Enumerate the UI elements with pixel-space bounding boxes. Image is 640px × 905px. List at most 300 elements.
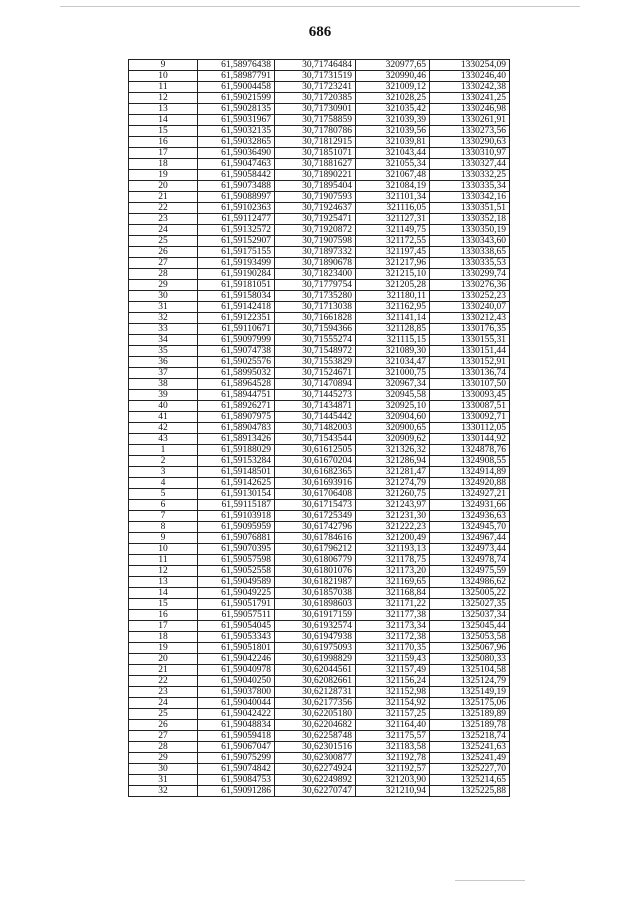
table-row — [129, 489, 510, 500]
table-row — [129, 511, 510, 522]
y-coordinate-cell: 1330273,56 — [430, 126, 510, 137]
table-row — [129, 302, 510, 313]
longitude-cell: 30,61742796 — [275, 522, 356, 533]
point-number-cell: 5 — [129, 489, 198, 500]
latitude-cell: 61,59040250 — [198, 676, 275, 687]
y-coordinate-cell: 1324936,63 — [430, 511, 510, 522]
table-row — [129, 731, 510, 742]
latitude-cell: 61,59091286 — [198, 786, 275, 797]
point-number-cell: 34 — [129, 335, 198, 346]
longitude-cell: 30,71445442 — [275, 412, 356, 423]
table-row — [129, 258, 510, 269]
table-row — [129, 456, 510, 467]
latitude-cell: 61,59153284 — [198, 456, 275, 467]
point-number-cell: 17 — [129, 148, 198, 159]
table-row — [129, 126, 510, 137]
latitude-cell: 61,59042422 — [198, 709, 275, 720]
y-coordinate-cell: 1324920,88 — [430, 478, 510, 489]
y-coordinate-cell: 1325175,06 — [430, 698, 510, 709]
latitude-cell: 61,58904783 — [198, 423, 275, 434]
latitude-cell: 61,59028135 — [198, 104, 275, 115]
longitude-cell: 30,61670204 — [275, 456, 356, 467]
longitude-cell: 30,71812915 — [275, 137, 356, 148]
point-number-cell: 25 — [129, 709, 198, 720]
x-coordinate-cell: 321141,14 — [356, 313, 430, 324]
longitude-cell: 30,61796212 — [275, 544, 356, 555]
point-number-cell: 14 — [129, 588, 198, 599]
x-coordinate-cell: 320945,58 — [356, 390, 430, 401]
latitude-cell: 61,59004458 — [198, 82, 275, 93]
longitude-cell: 30,71723241 — [275, 82, 356, 93]
table-row — [129, 181, 510, 192]
table-row — [129, 423, 510, 434]
longitude-cell: 30,71555274 — [275, 335, 356, 346]
y-coordinate-cell: 1325037,34 — [430, 610, 510, 621]
x-coordinate-cell: 321173,34 — [356, 621, 430, 632]
x-coordinate-cell: 321217,96 — [356, 258, 430, 269]
y-coordinate-cell: 1325067,96 — [430, 643, 510, 654]
latitude-cell: 61,59037800 — [198, 687, 275, 698]
table-row — [129, 148, 510, 159]
point-number-cell: 26 — [129, 720, 198, 731]
table-row — [129, 236, 510, 247]
x-coordinate-cell: 320977,65 — [356, 60, 430, 71]
latitude-cell: 61,59188029 — [198, 445, 275, 456]
table-row — [129, 676, 510, 687]
table-row — [129, 60, 510, 71]
table-row — [129, 379, 510, 390]
latitude-cell: 61,59074738 — [198, 346, 275, 357]
y-coordinate-cell: 1330144,92 — [430, 434, 510, 445]
latitude-cell: 61,59097999 — [198, 335, 275, 346]
x-coordinate-cell: 321000,75 — [356, 368, 430, 379]
point-number-cell: 33 — [129, 324, 198, 335]
point-number-cell: 27 — [129, 731, 198, 742]
x-coordinate-cell: 321157,25 — [356, 709, 430, 720]
x-coordinate-cell: 321157,49 — [356, 665, 430, 676]
point-number-cell: 19 — [129, 643, 198, 654]
y-coordinate-cell: 1324945,70 — [430, 522, 510, 533]
longitude-cell: 30,61857038 — [275, 588, 356, 599]
y-coordinate-cell: 1324908,55 — [430, 456, 510, 467]
table-row — [129, 93, 510, 104]
longitude-cell: 30,71895404 — [275, 181, 356, 192]
longitude-cell: 30,61821987 — [275, 577, 356, 588]
y-coordinate-cell: 1330241,25 — [430, 93, 510, 104]
x-coordinate-cell: 321215,10 — [356, 269, 430, 280]
coordinates-table — [128, 59, 510, 797]
y-coordinate-cell: 1330299,74 — [430, 269, 510, 280]
latitude-cell: 61,58987791 — [198, 71, 275, 82]
y-coordinate-cell: 1325189,78 — [430, 720, 510, 731]
longitude-cell: 30,62204682 — [275, 720, 356, 731]
y-coordinate-cell: 1330254,09 — [430, 60, 510, 71]
point-number-cell: 20 — [129, 181, 198, 192]
latitude-cell: 61,59040044 — [198, 698, 275, 709]
table-row — [129, 654, 510, 665]
longitude-cell: 30,71594366 — [275, 324, 356, 335]
table-row — [129, 643, 510, 654]
x-coordinate-cell: 321222,23 — [356, 522, 430, 533]
y-coordinate-cell: 1324986,62 — [430, 577, 510, 588]
longitude-cell: 30,62249892 — [275, 775, 356, 786]
point-number-cell: 23 — [129, 687, 198, 698]
longitude-cell: 30,61682365 — [275, 467, 356, 478]
table-row — [129, 368, 510, 379]
x-coordinate-cell: 321168,84 — [356, 588, 430, 599]
latitude-cell: 61,59032135 — [198, 126, 275, 137]
latitude-cell: 61,59084753 — [198, 775, 275, 786]
x-coordinate-cell: 321115,15 — [356, 335, 430, 346]
point-number-cell: 14 — [129, 115, 198, 126]
latitude-cell: 61,59054045 — [198, 621, 275, 632]
table-row — [129, 588, 510, 599]
y-coordinate-cell: 1330342,16 — [430, 192, 510, 203]
table-row — [129, 610, 510, 621]
longitude-cell: 30,71779754 — [275, 280, 356, 291]
latitude-cell: 61,58995032 — [198, 368, 275, 379]
y-coordinate-cell: 1330252,23 — [430, 291, 510, 302]
longitude-cell: 30,61693916 — [275, 478, 356, 489]
y-coordinate-cell: 1324931,66 — [430, 500, 510, 511]
table-row — [129, 115, 510, 126]
point-number-cell: 31 — [129, 775, 198, 786]
longitude-cell: 30,62044561 — [275, 665, 356, 676]
longitude-cell: 30,62205180 — [275, 709, 356, 720]
y-coordinate-cell: 1325241,63 — [430, 742, 510, 753]
latitude-cell: 61,59158034 — [198, 291, 275, 302]
longitude-cell: 30,62082661 — [275, 676, 356, 687]
y-coordinate-cell: 1330176,35 — [430, 324, 510, 335]
longitude-cell: 30,71925471 — [275, 214, 356, 225]
x-coordinate-cell: 321192,78 — [356, 753, 430, 764]
point-number-cell: 42 — [129, 423, 198, 434]
y-coordinate-cell: 1325189,89 — [430, 709, 510, 720]
point-number-cell: 7 — [129, 511, 198, 522]
table-row — [129, 467, 510, 478]
y-coordinate-cell: 1324878,76 — [430, 445, 510, 456]
x-coordinate-cell: 321172,55 — [356, 236, 430, 247]
point-number-cell: 24 — [129, 225, 198, 236]
x-coordinate-cell: 321274,79 — [356, 478, 430, 489]
table-row — [129, 478, 510, 489]
x-coordinate-cell: 321089,30 — [356, 346, 430, 357]
point-number-cell: 8 — [129, 522, 198, 533]
y-coordinate-cell: 1330335,34 — [430, 181, 510, 192]
y-coordinate-cell: 1325005,22 — [430, 588, 510, 599]
latitude-cell: 61,59088997 — [198, 192, 275, 203]
latitude-cell: 61,59059418 — [198, 731, 275, 742]
point-number-cell: 22 — [129, 676, 198, 687]
scan-artifact-bottom — [455, 880, 525, 881]
table-row — [129, 445, 510, 456]
point-number-cell: 24 — [129, 698, 198, 709]
table-row — [129, 82, 510, 93]
longitude-cell: 30,61998829 — [275, 654, 356, 665]
x-coordinate-cell: 321183,58 — [356, 742, 430, 753]
y-coordinate-cell: 1330335,53 — [430, 258, 510, 269]
table-row — [129, 291, 510, 302]
x-coordinate-cell: 321152,98 — [356, 687, 430, 698]
point-number-cell: 3 — [129, 467, 198, 478]
y-coordinate-cell: 1325104,58 — [430, 665, 510, 676]
longitude-cell: 30,71823400 — [275, 269, 356, 280]
longitude-cell: 30,71890221 — [275, 170, 356, 181]
table-row — [129, 720, 510, 731]
y-coordinate-cell: 1330092,71 — [430, 412, 510, 423]
longitude-cell: 30,71890678 — [275, 258, 356, 269]
latitude-cell: 61,59102363 — [198, 203, 275, 214]
y-coordinate-cell: 1324967,44 — [430, 533, 510, 544]
longitude-cell: 30,71920872 — [275, 225, 356, 236]
y-coordinate-cell: 1330212,43 — [430, 313, 510, 324]
latitude-cell: 61,59115187 — [198, 500, 275, 511]
point-number-cell: 1 — [129, 445, 198, 456]
point-number-cell: 12 — [129, 566, 198, 577]
latitude-cell: 61,58944751 — [198, 390, 275, 401]
x-coordinate-cell: 321260,75 — [356, 489, 430, 500]
table-row — [129, 522, 510, 533]
longitude-cell: 30,61706408 — [275, 489, 356, 500]
y-coordinate-cell: 1330351,51 — [430, 203, 510, 214]
longitude-cell: 30,71731519 — [275, 71, 356, 82]
point-number-cell: 40 — [129, 401, 198, 412]
y-coordinate-cell: 1330152,91 — [430, 357, 510, 368]
y-coordinate-cell: 1324973,44 — [430, 544, 510, 555]
longitude-cell: 30,71661828 — [275, 313, 356, 324]
y-coordinate-cell: 1330087,51 — [430, 401, 510, 412]
longitude-cell: 30,71543544 — [275, 434, 356, 445]
x-coordinate-cell: 321203,90 — [356, 775, 430, 786]
y-coordinate-cell: 1324927,21 — [430, 489, 510, 500]
point-number-cell: 37 — [129, 368, 198, 379]
y-coordinate-cell: 1330290,63 — [430, 137, 510, 148]
longitude-cell: 30,71924637 — [275, 203, 356, 214]
x-coordinate-cell: 321210,94 — [356, 786, 430, 797]
table-row — [129, 698, 510, 709]
y-coordinate-cell: 1330246,40 — [430, 71, 510, 82]
x-coordinate-cell: 321156,24 — [356, 676, 430, 687]
y-coordinate-cell: 1330093,45 — [430, 390, 510, 401]
x-coordinate-cell: 321164,40 — [356, 720, 430, 731]
x-coordinate-cell: 321035,42 — [356, 104, 430, 115]
point-number-cell: 27 — [129, 258, 198, 269]
y-coordinate-cell: 1325218,74 — [430, 731, 510, 742]
latitude-cell: 61,59049225 — [198, 588, 275, 599]
latitude-cell: 61,59193499 — [198, 258, 275, 269]
longitude-cell: 30,71434871 — [275, 401, 356, 412]
y-coordinate-cell: 1330261,91 — [430, 115, 510, 126]
table-row — [129, 324, 510, 335]
latitude-cell: 61,59025576 — [198, 357, 275, 368]
x-coordinate-cell: 320967,34 — [356, 379, 430, 390]
point-number-cell: 2 — [129, 456, 198, 467]
latitude-cell: 61,59040978 — [198, 665, 275, 676]
longitude-cell: 30,62300877 — [275, 753, 356, 764]
y-coordinate-cell: 1330327,44 — [430, 159, 510, 170]
x-coordinate-cell: 321039,39 — [356, 115, 430, 126]
table-row — [129, 621, 510, 632]
longitude-cell: 30,71524671 — [275, 368, 356, 379]
point-number-cell: 9 — [129, 60, 198, 71]
point-number-cell: 25 — [129, 236, 198, 247]
longitude-cell: 30,61932574 — [275, 621, 356, 632]
longitude-cell: 30,71470894 — [275, 379, 356, 390]
point-number-cell: 36 — [129, 357, 198, 368]
longitude-cell: 30,61784616 — [275, 533, 356, 544]
point-number-cell: 28 — [129, 269, 198, 280]
y-coordinate-cell: 1330107,50 — [430, 379, 510, 390]
x-coordinate-cell: 321127,31 — [356, 214, 430, 225]
latitude-cell: 61,58976438 — [198, 60, 275, 71]
table-row — [129, 753, 510, 764]
x-coordinate-cell: 321170,35 — [356, 643, 430, 654]
x-coordinate-cell: 321055,34 — [356, 159, 430, 170]
latitude-cell: 61,59052558 — [198, 566, 275, 577]
y-coordinate-cell: 1330136,74 — [430, 368, 510, 379]
y-coordinate-cell: 1325053,58 — [430, 632, 510, 643]
x-coordinate-cell: 321326,32 — [356, 445, 430, 456]
y-coordinate-cell: 1324914,89 — [430, 467, 510, 478]
longitude-cell: 30,61806779 — [275, 555, 356, 566]
point-number-cell: 4 — [129, 478, 198, 489]
table-row — [129, 500, 510, 511]
table-row — [129, 533, 510, 544]
latitude-cell: 61,59142418 — [198, 302, 275, 313]
y-coordinate-cell: 1330240,07 — [430, 302, 510, 313]
longitude-cell: 30,71851071 — [275, 148, 356, 159]
latitude-cell: 61,59181051 — [198, 280, 275, 291]
y-coordinate-cell: 1330112,05 — [430, 423, 510, 434]
point-number-cell: 41 — [129, 412, 198, 423]
x-coordinate-cell: 321009,12 — [356, 82, 430, 93]
x-coordinate-cell: 321180,11 — [356, 291, 430, 302]
latitude-cell: 61,59112477 — [198, 214, 275, 225]
y-coordinate-cell: 1325227,70 — [430, 764, 510, 775]
longitude-cell: 30,71445273 — [275, 390, 356, 401]
x-coordinate-cell: 320904,60 — [356, 412, 430, 423]
latitude-cell: 61,59057598 — [198, 555, 275, 566]
longitude-cell: 30,71758859 — [275, 115, 356, 126]
longitude-cell: 30,61612505 — [275, 445, 356, 456]
longitude-cell: 30,62258748 — [275, 731, 356, 742]
scan-artifact-top — [60, 6, 580, 7]
longitude-cell: 30,71881627 — [275, 159, 356, 170]
point-number-cell: 20 — [129, 654, 198, 665]
x-coordinate-cell: 321039,81 — [356, 137, 430, 148]
latitude-cell: 61,58907975 — [198, 412, 275, 423]
table-row — [129, 104, 510, 115]
point-number-cell: 30 — [129, 764, 198, 775]
table-row — [129, 203, 510, 214]
x-coordinate-cell: 321084,19 — [356, 181, 430, 192]
table-row — [129, 401, 510, 412]
table-row — [129, 687, 510, 698]
table-row — [129, 709, 510, 720]
latitude-cell: 61,59074842 — [198, 764, 275, 775]
point-number-cell: 39 — [129, 390, 198, 401]
x-coordinate-cell: 321171,22 — [356, 599, 430, 610]
point-number-cell: 32 — [129, 786, 198, 797]
y-coordinate-cell: 1325225,88 — [430, 786, 510, 797]
point-number-cell: 19 — [129, 170, 198, 181]
latitude-cell: 61,59049589 — [198, 577, 275, 588]
latitude-cell: 61,59051801 — [198, 643, 275, 654]
point-number-cell: 10 — [129, 71, 198, 82]
y-coordinate-cell: 1325149,19 — [430, 687, 510, 698]
point-number-cell: 30 — [129, 291, 198, 302]
point-number-cell: 32 — [129, 313, 198, 324]
x-coordinate-cell: 321169,65 — [356, 577, 430, 588]
longitude-cell: 30,61917159 — [275, 610, 356, 621]
x-coordinate-cell: 320990,46 — [356, 71, 430, 82]
point-number-cell: 11 — [129, 555, 198, 566]
point-number-cell: 29 — [129, 753, 198, 764]
point-number-cell: 18 — [129, 632, 198, 643]
latitude-cell: 61,58926271 — [198, 401, 275, 412]
latitude-cell: 61,59036490 — [198, 148, 275, 159]
table-row — [129, 346, 510, 357]
x-coordinate-cell: 321175,57 — [356, 731, 430, 742]
table-row — [129, 544, 510, 555]
x-coordinate-cell: 321039,56 — [356, 126, 430, 137]
longitude-cell: 30,61725349 — [275, 511, 356, 522]
table-row — [129, 313, 510, 324]
y-coordinate-cell: 1330155,31 — [430, 335, 510, 346]
latitude-cell: 61,59021599 — [198, 93, 275, 104]
table-row — [129, 170, 510, 181]
table-row — [129, 269, 510, 280]
table-row — [129, 434, 510, 445]
point-number-cell: 16 — [129, 137, 198, 148]
table-row — [129, 280, 510, 291]
latitude-cell: 61,59051791 — [198, 599, 275, 610]
longitude-cell: 30,71907593 — [275, 192, 356, 203]
longitude-cell: 30,71735280 — [275, 291, 356, 302]
x-coordinate-cell: 321043,44 — [356, 148, 430, 159]
x-coordinate-cell: 321067,48 — [356, 170, 430, 181]
latitude-cell: 61,59076881 — [198, 533, 275, 544]
longitude-cell: 30,61947938 — [275, 632, 356, 643]
x-coordinate-cell: 321101,34 — [356, 192, 430, 203]
latitude-cell: 61,59142625 — [198, 478, 275, 489]
table-row — [129, 764, 510, 775]
table-row — [129, 775, 510, 786]
point-number-cell: 31 — [129, 302, 198, 313]
y-coordinate-cell: 1330151,44 — [430, 346, 510, 357]
y-coordinate-cell: 1330332,25 — [430, 170, 510, 181]
longitude-cell: 30,61898603 — [275, 599, 356, 610]
y-coordinate-cell: 1330350,19 — [430, 225, 510, 236]
longitude-cell: 30,71482003 — [275, 423, 356, 434]
table-row — [129, 742, 510, 753]
table-row — [129, 390, 510, 401]
x-coordinate-cell: 321028,25 — [356, 93, 430, 104]
point-number-cell: 29 — [129, 280, 198, 291]
point-number-cell: 16 — [129, 610, 198, 621]
x-coordinate-cell: 321116,05 — [356, 203, 430, 214]
longitude-cell: 30,61801076 — [275, 566, 356, 577]
point-number-cell: 15 — [129, 599, 198, 610]
table-row — [129, 192, 510, 203]
longitude-cell: 30,71746484 — [275, 60, 356, 71]
point-number-cell: 17 — [129, 621, 198, 632]
latitude-cell: 61,59075299 — [198, 753, 275, 764]
latitude-cell: 61,58913426 — [198, 434, 275, 445]
table-row — [129, 786, 510, 797]
x-coordinate-cell: 320925,10 — [356, 401, 430, 412]
point-number-cell: 18 — [129, 159, 198, 170]
